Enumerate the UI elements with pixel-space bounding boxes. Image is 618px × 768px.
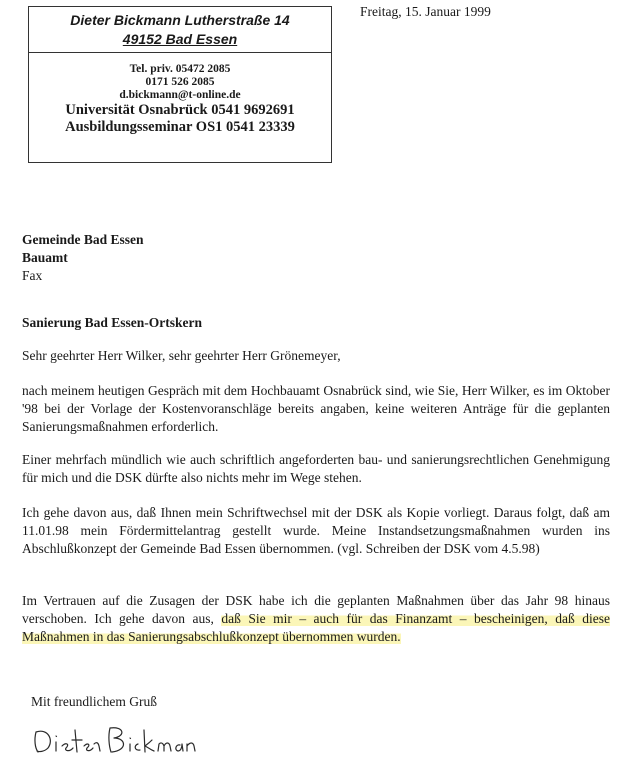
signature <box>30 718 205 758</box>
highlighted-passage: daß Sie mir – auch für das Finanzamt – bescheinigen, daß diese Maßnahmen in das Sanierungsabschlußkonzept übernommen wurden. <box>22 611 610 644</box>
recipient-address <box>22 231 144 285</box>
sender-phone-private: Tel. priv. 05472 2085 <box>129 63 231 75</box>
sender-name-street: Dieter Bickmann Lutherstraße 14 <box>70 12 290 28</box>
letter-date: Freitag, 15. Januar 1999 <box>360 4 491 19</box>
sender-address <box>29 7 331 53</box>
recipient-line-1: Gemeinde Bad Essen <box>22 232 144 247</box>
sender-city: 49152 Bad Essen <box>122 31 238 47</box>
sender-email: d.bickmann@t-online.de <box>119 89 241 101</box>
sender-address-box <box>28 6 332 163</box>
paragraph-1: nach meinem heutigen Gespräch mit dem Hochbauamt Osnabrück sind, wie Sie, Herr Wilker, es im Oktober '98 bei der Vorlage der Kostenvoranschläge bereits angaben, keine weiteren Anträge für die geplanten Sanierungsmaßnahmen erforderlich. <box>22 383 610 434</box>
sender-university: Universität Osnabrück 0541 9692691 <box>65 102 295 118</box>
paragraph-4-text: Im Vertrauen auf die Zusagen der DSK habe ich die geplanten Maßnahmen über das Jahr 98 hinaus verschoben. Ich gehe davon aus, <box>22 593 610 626</box>
letter-subject: Sanierung Bad Essen-Ortskern <box>22 315 203 330</box>
salutation: Sehr geehrter Herr Wilker, sehr geehrter Herr Grönemeyer, <box>22 348 341 363</box>
recipient-line-3: Fax <box>22 268 43 283</box>
sender-seminar: Ausbildungsseminar OS1 0541 23339 <box>65 119 295 135</box>
paragraph-2: Einer mehrfach mündlich wie auch schriftlich angeforderten bau- und sanierungsrechtlichen Genehmigung für mich und die DSK dürfte also nichts mehr im Wege stehen. <box>22 452 610 485</box>
closing: Mit freundlichem Gruß <box>31 694 157 709</box>
sender-mobile: 0171 526 2085 <box>145 76 215 88</box>
paragraph-4 <box>22 592 610 646</box>
sender-contact <box>29 63 331 136</box>
recipient-line-2: Bauamt <box>22 250 68 265</box>
paragraph-3: Ich gehe davon aus, daß Ihnen mein Schriftwechsel mit der DSK als Kopie vorliegt. Daraus folgt, daß am 11.01.98 mein Fördermittelantrag gestellt wurde. Meine Instandsetzungsmaßnahmen wurden ins Abschlußkonzept der Gemeinde Bad Essen übernommen. (vgl. Schreiben der DSK vom 4.5.98) <box>22 505 610 556</box>
